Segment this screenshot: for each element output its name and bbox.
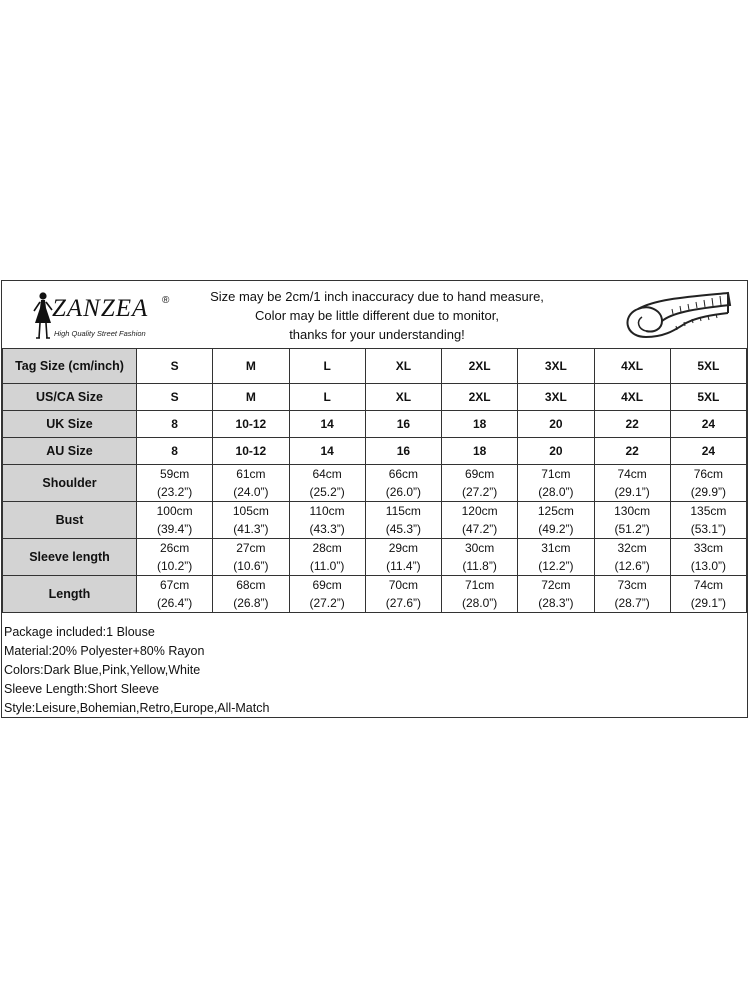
- length-cell: 69cm (27.2”): [289, 576, 365, 613]
- row-label-us-size: US/CA Size: [3, 384, 137, 411]
- bust-cell: 130cm (51.2”): [594, 502, 670, 539]
- info-colors: Colors:Dark Blue,Pink,Yellow,White: [4, 663, 201, 677]
- uk-size-cell: 10-12: [213, 411, 289, 438]
- sleeve-cell: 28cm (11.0”): [289, 539, 365, 576]
- length-cell: 72cm (28.3”): [518, 576, 594, 613]
- notice-text: [152, 287, 602, 344]
- table-row: [3, 576, 747, 613]
- bust-cell: 110cm (43.3”): [289, 502, 365, 539]
- uk-size-cell: 20: [518, 411, 594, 438]
- shoulder-cell: 59cm (23.2”): [137, 465, 213, 502]
- shoulder-cell: 76cm (29.9”): [670, 465, 746, 502]
- uk-size-cell: 14: [289, 411, 365, 438]
- us-size-cell: 4XL: [594, 384, 670, 411]
- row-label-shoulder: Shoulder: [3, 465, 137, 502]
- uk-size-cell: 22: [594, 411, 670, 438]
- tag-size-cell: L: [289, 349, 365, 384]
- tag-size-cell: 5XL: [670, 349, 746, 384]
- table-row: [3, 349, 747, 384]
- brand-tagline: High Quality Street Fashion: [54, 329, 146, 338]
- row-label-uk-size: UK Size: [3, 411, 137, 438]
- uk-size-cell: 16: [365, 411, 441, 438]
- table-row: [3, 438, 747, 465]
- bust-cell: 105cm (41.3”): [213, 502, 289, 539]
- length-cell: 70cm (27.6”): [365, 576, 441, 613]
- row-label-tag-size: Tag Size (cm/inch): [3, 349, 137, 384]
- notice-line-3: thanks for your understanding!: [289, 327, 465, 342]
- shoulder-cell: 69cm (27.2”): [442, 465, 518, 502]
- us-size-cell: 2XL: [442, 384, 518, 411]
- row-label-au-size: AU Size: [3, 438, 137, 465]
- notice-line-2: Color may be little different due to monitor,: [255, 308, 499, 323]
- row-label-sleeve-length: Sleeve length: [3, 539, 137, 576]
- info-sleeve-length: Sleeve Length:Short Sleeve: [4, 682, 159, 696]
- length-cell: 68cm (26.8”): [213, 576, 289, 613]
- table-row: [3, 539, 747, 576]
- info-material: Material:20% Polyester+80% Rayon: [4, 644, 205, 658]
- tag-size-cell: 2XL: [442, 349, 518, 384]
- product-info: [4, 623, 604, 718]
- table-row: [3, 384, 747, 411]
- tag-size-cell: S: [137, 349, 213, 384]
- sleeve-cell: 30cm (11.8”): [442, 539, 518, 576]
- bust-cell: 115cm (45.3”): [365, 502, 441, 539]
- measuring-tape-icon: [616, 289, 734, 343]
- info-style: Style:Leisure,Bohemian,Retro,Europe,All-Match: [4, 701, 270, 715]
- bust-cell: 125cm (49.2”): [518, 502, 594, 539]
- woman-silhouette-icon: [32, 291, 54, 341]
- shoulder-cell: 64cm (25.2”): [289, 465, 365, 502]
- au-size-cell: 18: [442, 438, 518, 465]
- size-table: [2, 348, 747, 613]
- us-size-cell: 3XL: [518, 384, 594, 411]
- shoulder-cell: 71cm (28.0”): [518, 465, 594, 502]
- bust-cell: 100cm (39.4”): [137, 502, 213, 539]
- length-cell: 73cm (28.7”): [594, 576, 670, 613]
- tag-size-cell: 3XL: [518, 349, 594, 384]
- registered-mark: ®: [162, 295, 170, 306]
- shoulder-cell: 61cm (24.0”): [213, 465, 289, 502]
- table-row: [3, 502, 747, 539]
- length-cell: 74cm (29.1”): [670, 576, 746, 613]
- au-size-cell: 10-12: [213, 438, 289, 465]
- tag-size-cell: 4XL: [594, 349, 670, 384]
- au-size-cell: 24: [670, 438, 746, 465]
- notice-line-1: Size may be 2cm/1 inch inaccuracy due to hand measure,: [210, 289, 544, 304]
- us-size-cell: S: [137, 384, 213, 411]
- us-size-cell: L: [289, 384, 365, 411]
- au-size-cell: 8: [137, 438, 213, 465]
- sleeve-cell: 27cm (10.6”): [213, 539, 289, 576]
- shoulder-cell: 66cm (26.0”): [365, 465, 441, 502]
- uk-size-cell: 18: [442, 411, 518, 438]
- brand-name: ZANZEA: [52, 295, 149, 322]
- table-row: [3, 411, 747, 438]
- chart-header: [2, 281, 747, 349]
- sleeve-cell: 32cm (12.6”): [594, 539, 670, 576]
- tag-size-cell: M: [213, 349, 289, 384]
- shoulder-cell: 74cm (29.1”): [594, 465, 670, 502]
- sleeve-cell: 26cm (10.2”): [137, 539, 213, 576]
- bust-cell: 120cm (47.2”): [442, 502, 518, 539]
- length-cell: 67cm (26.4”): [137, 576, 213, 613]
- au-size-cell: 22: [594, 438, 670, 465]
- uk-size-cell: 8: [137, 411, 213, 438]
- uk-size-cell: 24: [670, 411, 746, 438]
- us-size-cell: XL: [365, 384, 441, 411]
- us-size-cell: M: [213, 384, 289, 411]
- row-label-length: Length: [3, 576, 137, 613]
- us-size-cell: 5XL: [670, 384, 746, 411]
- table-row: [3, 465, 747, 502]
- au-size-cell: 16: [365, 438, 441, 465]
- sleeve-cell: 33cm (13.0”): [670, 539, 746, 576]
- sleeve-cell: 29cm (11.4”): [365, 539, 441, 576]
- au-size-cell: 20: [518, 438, 594, 465]
- bust-cell: 135cm (53.1”): [670, 502, 746, 539]
- sleeve-cell: 31cm (12.2”): [518, 539, 594, 576]
- info-package: Package included:1 Blouse: [4, 625, 155, 639]
- au-size-cell: 14: [289, 438, 365, 465]
- tag-size-cell: XL: [365, 349, 441, 384]
- row-label-bust: Bust: [3, 502, 137, 539]
- size-chart: [1, 280, 748, 718]
- length-cell: 71cm (28.0”): [442, 576, 518, 613]
